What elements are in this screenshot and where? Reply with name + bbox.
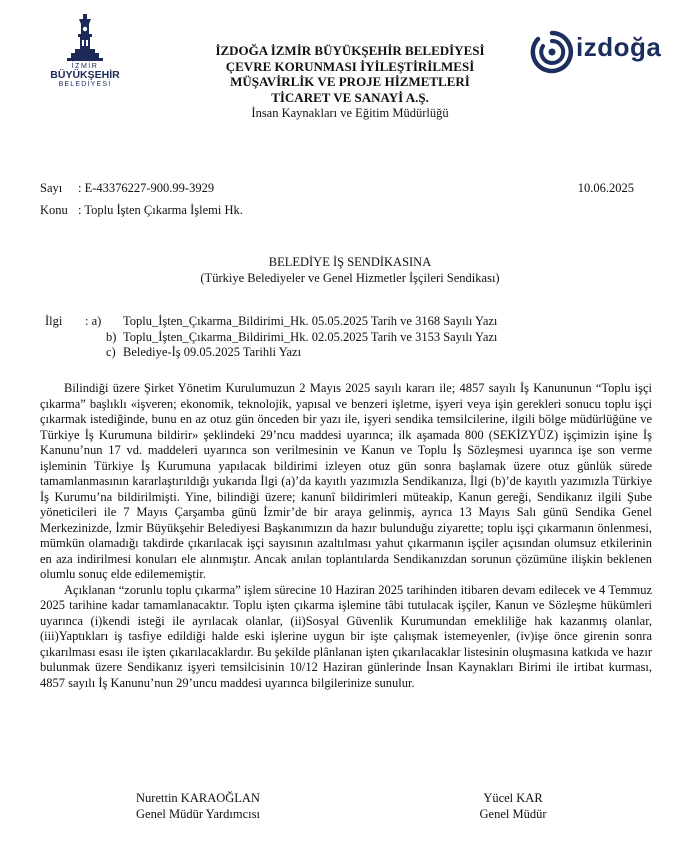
header-line-3: MÜŞAVİRLİK VE PROJE HİZMETLERİ xyxy=(230,74,470,89)
body-paragraph-2: Açıklanan “zorunlu toplu çıkarma” işlem sürecine 10 Haziran 2025 tarihinden itibaren devam edilecek ve 4 Temmuz 2025 tarihine kadar tamamlanacaktır. Toplu işten çıkarma işlemine tâbi tutulacak işçiler, Kanun ve Sözleşme hükümleri uyarınca (i)kendi isteği ile ayrılacak olanlar, (ii)Sosyal Güvenlik Kurumundan emekliliğe hak kazanmış olanlar, (iii)Yaptıkları iş tasfiye edildiği halde eski işlerine uygun bir işte çalışmak istemeyenler, (iv)işe önce girenin sonra çıkarılması esası ile işten çıkarılacaklardır. Bu şekilde plânlanan işten çıkarılacaklar listesinin oluşmasına katkıda ve hazır bulunmak üzere Sendikanız işyeri temsilcisinin 10/12 Haziran günlerinde İnsan Kaynakları Birimi ile irtibat kurması, 4857 sayılı İş Kanunu’nun 29’uncu maddesi uyarınca bilgilerinize sunulur. xyxy=(40,582,652,690)
signature-right xyxy=(448,790,578,822)
body-paragraph-1: Bilindiği üzere Şirket Yönetim Kurulumuzun 2 Mayıs 2025 sayılı kararı ile; 4857 sayılı İş Kanununun “Toplu işçi çıkarma” başlıklı «işveren; ekonomik, teknolojik, yapısal ve benzeri işletme, işyeri veya işin gerekleri sonucu toplu işçi çıkarmak istediğinde, bunu en az otuz gün önceden bir yazı ile, işyeri sendika temsilcilerine, ilgili bölge müdürlüğüne ve Türkiye İş Kurumuna bildirir» şeklindeki 29’ncu maddesi uyarınca; ilk aşamada 800 (SEKİZYÜZ) işçimizin işine İş Kanunu’nun 17 vd. maddeleri uyarınca son verilmesinin ve Kanun ve Toplu İş Sözleşmesi uyarınca işe son verme işleminin Türkiye İş Kurumuna yapılacak bildirimi izleyen otuz gün sonra başlamak üzere otuz günlük sürede tamamlanmasının kararlaştırıldığı yukarıda İlgi (a)’da kayıtlı yazımızla Sendikanıza, İlgi (b)’de kayıtlı yazımızla Türkiye İş Kurumu’na bildirilmişti. Yine, bilindiği üzere; kanunî bildirimleri müteakip, Kanun gereği, Sendikanız ilgili Şube yöneticileri ile 7 Mayıs Çarşamba günü İzmir’de bir araya gelinmiş, ayrıca 13 Mayıs Salı günü Sendika Genel Merkezinizde, İzmir Büyükşehir Belediyesi Başkanımızın da hazır bulunduğu ziyarette; toplu işçi çıkarmanın önlenmesi, mümkün olamadığı takdirde çıkarılacak işçi sayısının azaltılması yahut çıkarmanın işçiler açısından olumsuz etkilerinin en aza indirilmesi konuları ele alınmıştır. Ancak anılan toplantılarda Sendikanızdan sorunun çözümüne ilişkin beklenen olumlu sonuç elde edilememiştir. xyxy=(40,381,652,581)
clock-tower-icon xyxy=(65,14,105,62)
izdoga-wordmark: izdoğa xyxy=(576,32,662,62)
sayi-row xyxy=(40,181,214,196)
signatory-name: Yücel KAR xyxy=(483,791,543,805)
recipient-name: BELEDİYE İŞ SENDİKASINA xyxy=(268,255,432,269)
konu-row xyxy=(40,203,243,218)
logo-left-line3: BELEDİYESİ xyxy=(58,81,112,88)
header-line-4: TİCARET VE SANAYİ A.Ş. xyxy=(271,89,429,105)
reference-text: Toplu_İşten_Çıkarma_Bildirimi_Hk. 02.05.2025 Tarih ve 3153 Sayılı Yazı xyxy=(123,329,498,344)
izmir-municipality-logo xyxy=(44,14,126,94)
logo-left-line2: BÜYÜKŞEHİR xyxy=(50,69,120,81)
signatory-title: Genel Müdür Yardımcısı xyxy=(136,807,260,821)
header-line-2: ÇEVRE KORUNMASI İYİLEŞTİRİLMESİ xyxy=(225,58,475,74)
reference-item xyxy=(45,330,497,346)
recipient-subtitle: (Türkiye Belediyeler ve Genel Hizmetler İşçileri Sendikası) xyxy=(200,271,500,285)
reference-item xyxy=(45,314,497,330)
konu-label: Konu xyxy=(40,203,68,217)
letter-body xyxy=(40,381,652,691)
reference-letter: b) xyxy=(106,329,117,344)
reference-item xyxy=(45,345,497,361)
reference-letter: c) xyxy=(106,345,116,359)
document-date: 10.06.2025 xyxy=(577,181,634,195)
reference-text: Toplu_İşten_Çıkarma_Bildirimi_Hk. 05.05.2025 Tarih ve 3168 Sayılı Yazı xyxy=(123,314,498,328)
header-department: İnsan Kaynakları ve Eğitim Müdürlüğü xyxy=(251,106,449,120)
header-line-1: İZDOĞA İZMİR BÜYÜKŞEHİR BELEDİYESİ xyxy=(215,43,485,58)
reference-text: Belediye-İş 09.05.2025 Tarihli Yazı xyxy=(123,345,302,359)
sayi-label: Sayı xyxy=(40,181,63,195)
konu-value: : Toplu İşten Çıkarma İşlemi Hk. xyxy=(78,203,243,217)
letterhead xyxy=(140,43,560,121)
signature-left xyxy=(108,790,288,822)
recipient-block xyxy=(0,254,700,286)
reference-letter: : a) xyxy=(85,314,102,328)
sayi-value: : E-43376227-900.99-3929 xyxy=(78,181,215,195)
references xyxy=(45,314,497,361)
references-label: İlgi xyxy=(45,314,63,328)
signatory-title: Genel Müdür xyxy=(479,807,547,821)
logo-left-line1: İZMİR xyxy=(71,63,99,70)
signatory-name: Nurettin KARAOĞLAN xyxy=(136,791,260,805)
